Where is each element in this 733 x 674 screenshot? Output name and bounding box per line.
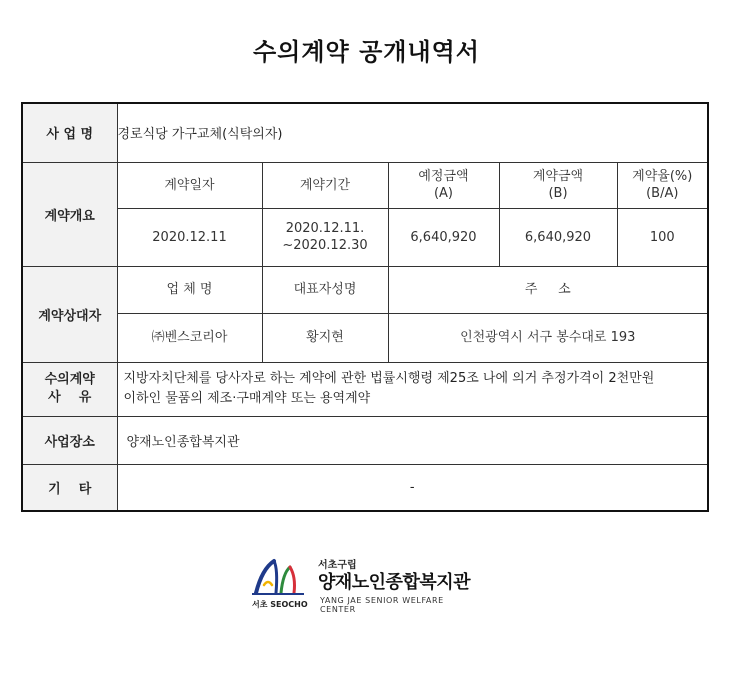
counterparty-header-row — [22, 266, 708, 313]
reason-line1: 지방자치단체를 당사자로 하는 계약에 관한 법률시행령 제25조 나에 의거 추정가격이 2천만원 — [123, 371, 655, 386]
reason-label-line1: 수의계약 — [44, 372, 95, 387]
representative-value: 황지현 — [262, 313, 388, 362]
project-label: 사 업 명 — [22, 103, 117, 162]
site-label: 사업장소 — [22, 416, 117, 464]
company-name-value: ㈜벤스코리아 — [117, 313, 262, 362]
contract-rate-header: 계약율(%) (B/A) — [617, 162, 708, 208]
overview-value-row — [22, 208, 708, 266]
address-header: 주 소 — [388, 266, 708, 313]
contract-date-value: 2020.12.11 — [117, 208, 262, 266]
logo-english-name: YANG JAE SENIOR WELFARE CENTER — [320, 596, 444, 614]
overview-header-row — [22, 162, 708, 208]
contract-period-value: 2020.12.11. ~2020.12.30 — [262, 208, 388, 266]
site-value: 양재노인종합복지관 — [117, 416, 708, 464]
etc-label: 기 타 — [22, 464, 117, 511]
representative-header: 대표자성명 — [262, 266, 388, 313]
overview-label: 계약개요 — [22, 162, 117, 266]
contract-amount-header: 계약금액 (B) — [499, 162, 617, 208]
seocho-label: 서초 SEOCHO — [252, 600, 308, 609]
contract-amount-value: 6,640,920 — [499, 208, 617, 266]
etc-value: - — [117, 464, 708, 511]
contract-period-header: 계약기간 — [262, 162, 388, 208]
welfare-center-emblem-icon — [250, 555, 310, 599]
contract-date-header: 계약일자 — [117, 162, 262, 208]
reason-line2: 이하인 물품의 제조·구매계약 또는 용역계약 — [123, 391, 371, 406]
site-row — [22, 416, 708, 464]
estimated-amount-header: 예정금액 (A) — [388, 162, 499, 208]
counterparty-value-row — [22, 313, 708, 362]
project-value: 경로식당 가구교체(식탁의자) — [117, 103, 708, 162]
contract-table — [21, 102, 709, 512]
welfare-center-logo — [250, 555, 480, 615]
logo-name: 양재노인종합복지관 — [318, 572, 470, 593]
contract-rate-value: 100 — [617, 208, 708, 266]
logo-small-text: 서초구립 — [318, 560, 357, 571]
counterparty-label: 계약상대자 — [22, 266, 117, 362]
address-value: 인천광역시 서구 봉수대로 193 — [388, 313, 708, 362]
reason-value — [117, 362, 708, 416]
etc-row — [22, 464, 708, 511]
reason-label — [22, 362, 117, 416]
document-title: 수의계약 공개내역서 — [252, 37, 480, 66]
company-name-header: 업 체 명 — [117, 266, 262, 313]
project-row — [22, 103, 708, 162]
estimated-amount-value: 6,640,920 — [388, 208, 499, 266]
reason-label-line2: 사 유 — [48, 390, 92, 405]
reason-row — [22, 362, 708, 416]
